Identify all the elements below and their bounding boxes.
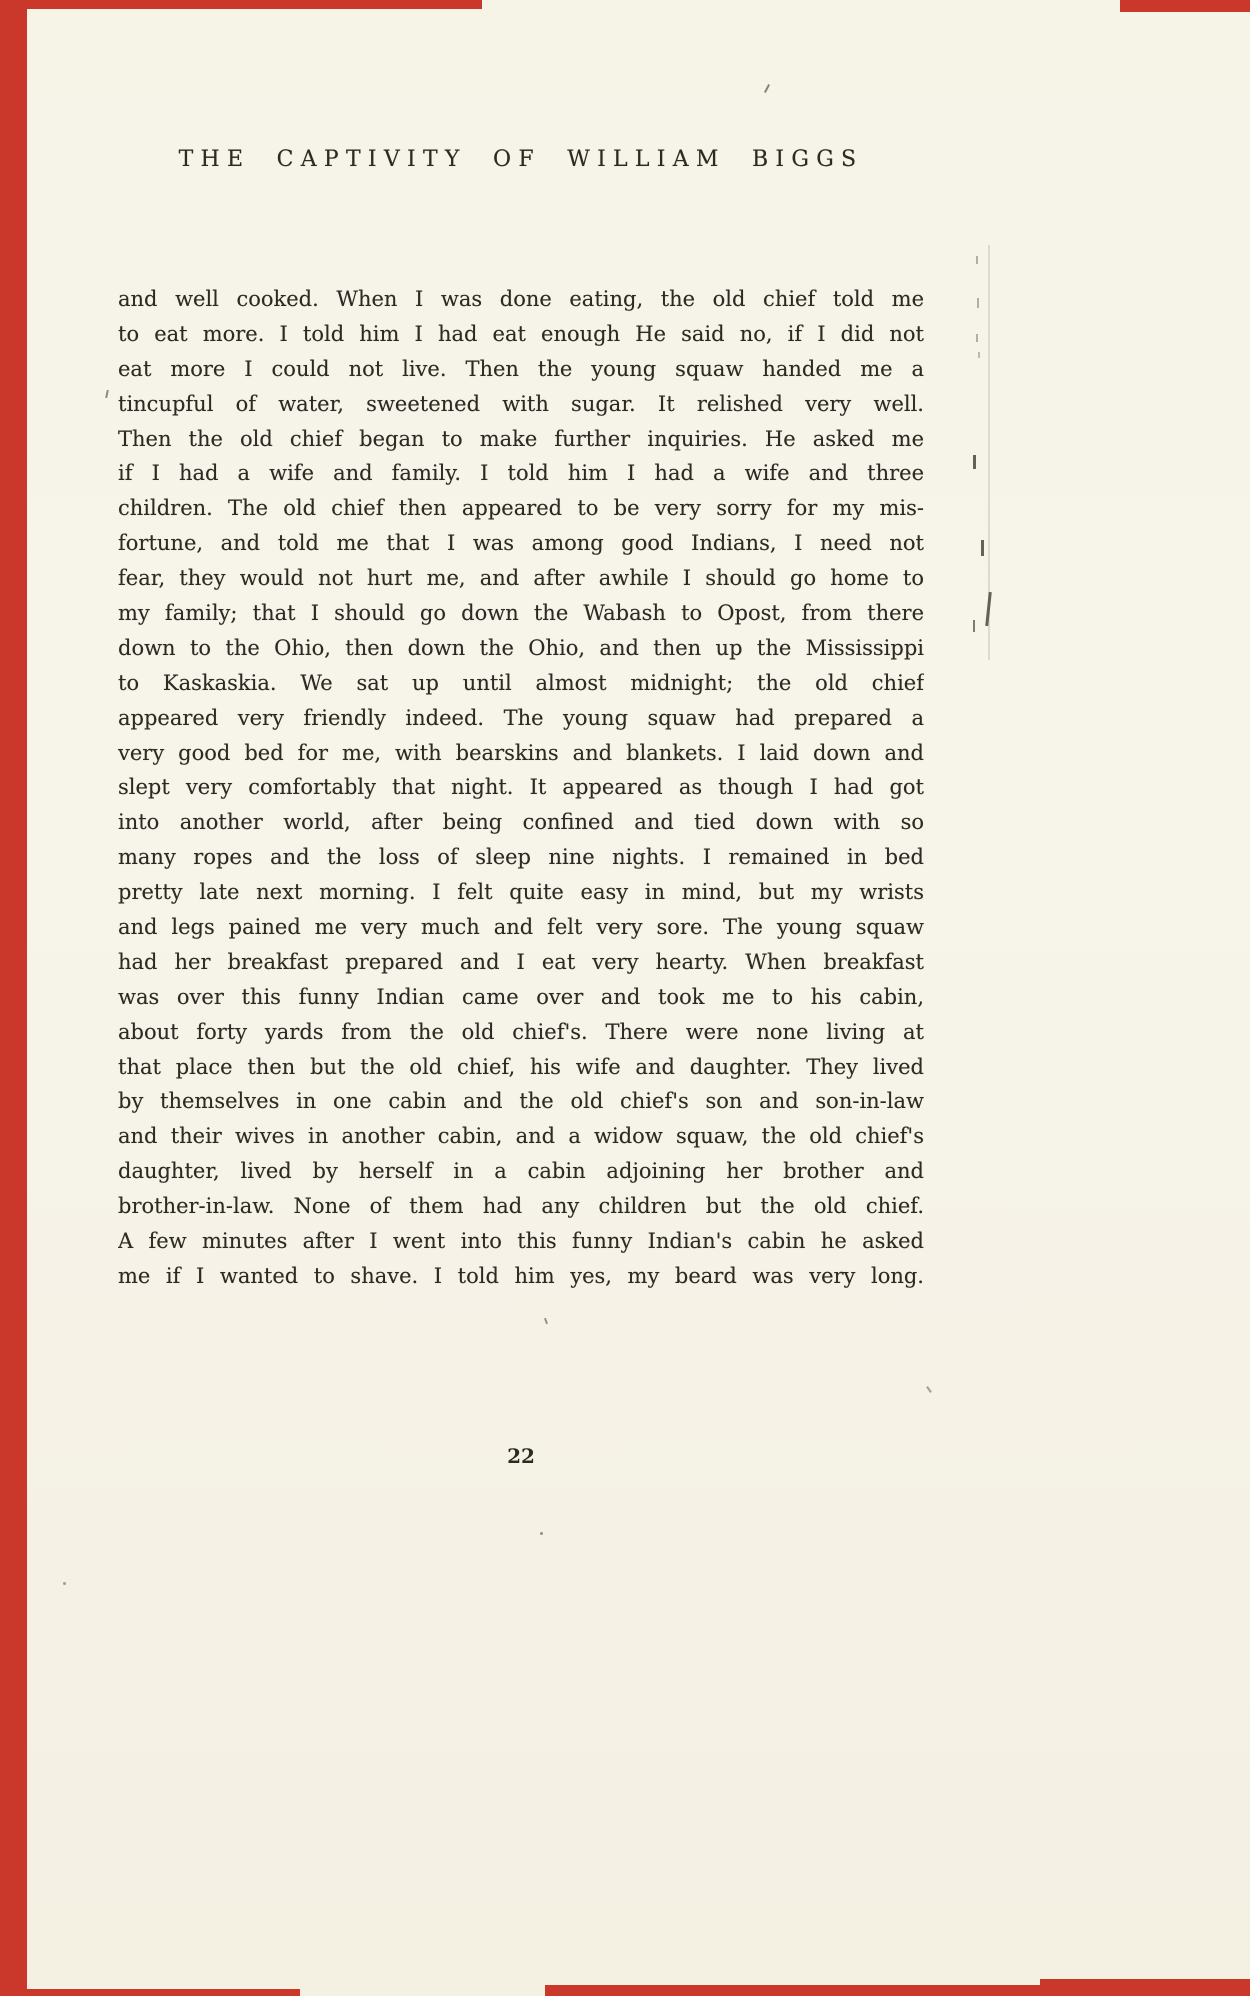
page-header-title: THE CAPTIVITY OF WILLIAM BIGGS: [178, 147, 864, 172]
text-line: appeared very friendly indeed. The young squaw had prepared a: [118, 705, 924, 730]
text-line: tincupful of water, sweetened with sugar. It relished very well.: [118, 391, 924, 416]
scan-artifact: [973, 620, 975, 632]
text-line: fortune, and told me that I was among good Indians, I need not: [118, 531, 924, 556]
scan-artifact: [63, 1582, 66, 1585]
text-line: down to the Ohio, then down the Ohio, and then up the Mississippi: [118, 635, 924, 660]
body-text: [118, 282, 924, 1294]
text-line: by themselves in one cabin and the old chief's son and son-in-law: [118, 1089, 924, 1114]
text-line: and legs pained me very much and felt very sore. The young squaw: [118, 915, 924, 940]
text-line: Then the old chief began to make further inquiries. He asked me: [118, 426, 924, 451]
page-edge-shadow: [988, 245, 990, 660]
text-line: many ropes and the loss of sleep nine nights. I remained in bed: [118, 845, 924, 870]
text-line: A few minutes after I went into this funny Indian's cabin he asked: [118, 1229, 924, 1254]
text-line: daughter, lived by herself in a cabin adjoining her brother and: [118, 1159, 924, 1184]
page-content: [118, 0, 924, 1996]
text-line: brother-in-law. None of them had any children but the old chief.: [118, 1194, 924, 1219]
text-line: was over this funny Indian came over and took me to his cabin,: [118, 984, 924, 1009]
text-line: children. The old chief then appeared to be very sorry for my mis-: [118, 496, 924, 521]
scan-artifact: [977, 298, 979, 308]
text-line: my family; that I should go down the Wabash to Opost, from there: [118, 601, 924, 626]
text-line: that place then but the old chief, his wife and daughter. They lived: [118, 1054, 924, 1079]
scan-artifact: [973, 455, 976, 469]
text-line: eat more I could not live. Then the young squaw handed me a: [118, 356, 924, 381]
scan-artifact: [976, 256, 978, 264]
scan-artifact: [976, 334, 978, 342]
text-line: very good bed for me, with bearskins and blankets. I laid down and: [118, 740, 924, 765]
text-line: fear, they would not hurt me, and after awhile I should go home to: [118, 566, 924, 591]
text-line: pretty late next morning. I felt quite easy in mind, but my wrists: [118, 880, 924, 905]
page-number: 22: [507, 1444, 535, 1468]
cover-edge-bottom-corner: [1040, 1979, 1250, 1996]
text-line: to eat more. I told him I had eat enough He said no, if I did not: [118, 321, 924, 346]
scan-artifact: [978, 352, 980, 358]
text-line: into another world, after being confined and tied down with so: [118, 810, 924, 835]
text-line: and their wives in another cabin, and a widow squaw, the old chief's: [118, 1124, 924, 1149]
cover-edge-top-right: [1120, 0, 1250, 12]
text-line: to Kaskaskia. We sat up until almost midnight; the old chief: [118, 670, 924, 695]
text-line: had her breakfast prepared and I eat very hearty. When breakfast: [118, 949, 924, 974]
text-line: about forty yards from the old chief's. There were none living at: [118, 1019, 924, 1044]
text-line: me if I wanted to shave. I told him yes, my beard was very long.: [118, 1263, 924, 1288]
scan-artifact: [981, 540, 984, 556]
text-line: and well cooked. When I was done eating, the old chief told me: [118, 287, 924, 311]
text-line: slept very comfortably that night. It appeared as though I had got: [118, 775, 924, 800]
text-line: if I had a wife and family. I told him I had a wife and three: [118, 461, 924, 486]
cover-edge-left: [0, 0, 27, 1996]
